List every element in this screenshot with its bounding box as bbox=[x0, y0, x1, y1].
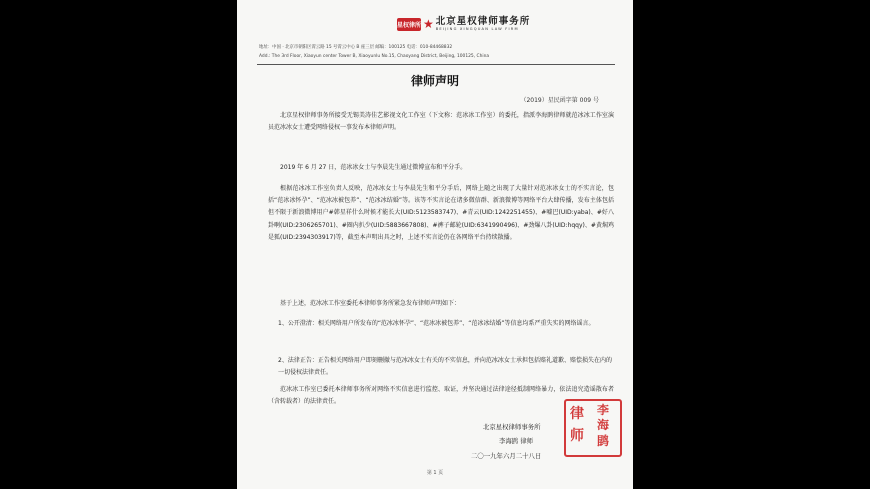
signature-firm: 北京星权律师事务所 bbox=[483, 423, 541, 431]
paragraph-statement-intro: 基于上述，范冰冰工作室委托本律师事务所紧急发布律师声明如下： bbox=[280, 300, 461, 307]
seal-char: 律 bbox=[570, 406, 584, 422]
address-cn: 地址：中国 · 北京市朝阳区霄云路 15 号霄云中心 B 座三层 邮编：100125 电话：010-84468832 bbox=[259, 45, 453, 50]
document-page bbox=[237, 0, 633, 489]
address-en: Add.: The 3rd Floor, Xiaoyun center Tower B, Xiaoyunlu No.15, Chaoyang District, Beijing, 100125, China bbox=[259, 54, 490, 59]
header-divider bbox=[257, 64, 615, 65]
seal-char: 鹍 bbox=[597, 434, 610, 448]
logo-mark: 星权律所 bbox=[397, 18, 421, 31]
paragraph-intro: 北京星权律师事务所接受无锡美涛佳艺影视文化工作室（下文称：范冰冰工作室）的委托，指派李海鹍律师就范冰冰工作室演员范冰冰女士遭受网络侵权一事发布本律师声明。 bbox=[268, 112, 614, 132]
lawyer-seal bbox=[564, 399, 622, 457]
paragraph-clarification: 1、公开澄清：相关网络用户所发布的“范冰冰怀孕”、“范冰冰被包养”、“范冰冰结婚”等信息均系严重失实的网络谣言。 bbox=[278, 320, 595, 327]
document-title: 律师声明 bbox=[410, 74, 459, 88]
firm-name-cn: 北京星权律师事务所 bbox=[435, 15, 531, 27]
paragraph-warning: 2、法律正告：正告相关网络用户即刻删撤与范冰冰女士有关的不实信息，并向范冰冰女士承担包括赔礼道歉、赔偿损失在内的一切侵权法律责任。 bbox=[278, 357, 612, 377]
seal-char: 师 bbox=[570, 428, 584, 444]
page-number: 第 1 页 bbox=[426, 470, 444, 476]
paragraph-monitoring: 范冰冰工作室已委托本律师事务所对网络不实信息进行监控、取证，并坚决通过法律途径抵制网络暴力，依法追究造谣散布者（含转载者）的法律责任。 bbox=[268, 386, 614, 406]
firm-logo bbox=[397, 16, 530, 32]
signature-lawyer: 李海鹍 律师 bbox=[499, 437, 533, 445]
star-icon: ★ bbox=[423, 17, 434, 31]
firm-name-en: BEIJING XINGQUAN LAW FIRM bbox=[435, 26, 519, 31]
seal-char: 李 bbox=[597, 403, 610, 417]
paragraph-breakup: 2019 年 6 月 27 日，范冰冰女士与李晨先生通过微博宣布和平分手。 bbox=[280, 164, 467, 171]
reference-number: （2019）星民函字第 009 号 bbox=[520, 97, 599, 104]
seal-char: 海 bbox=[597, 418, 610, 432]
paragraph-rumors: 根据范冰冰工作室负责人反映，范冰冰女士与李晨先生和平分手后，网络上随之出现了大量针对范冰冰女士的不实言论，包括“范冰冰怀孕”、“范冰冰被包养”、“范冰冰结婚”等。该等不实言论在诸多微信群、新浪微博等网络平台大肆传播，发布主体包括但不限于新浪微博用户#韩星祥什么时候才能长大(UID:5123583747)、#青云(UID:1242251455)、#嘘巴(UID:yaba)、#好八卦啊(UID:2306265701)、#圈内扒少(UID:5883667808)、#裤子邮轮(UID:6341990496)、#劲爆八卦(UID:hqqy)、#黄焖鸡是狐(UID:2394303917)等，截至本声明出具之时，上述不实言论仍在各网络平台持续散播。 bbox=[268, 185, 614, 241]
signature-date: 二〇一九年六月二十八日 bbox=[471, 452, 542, 460]
